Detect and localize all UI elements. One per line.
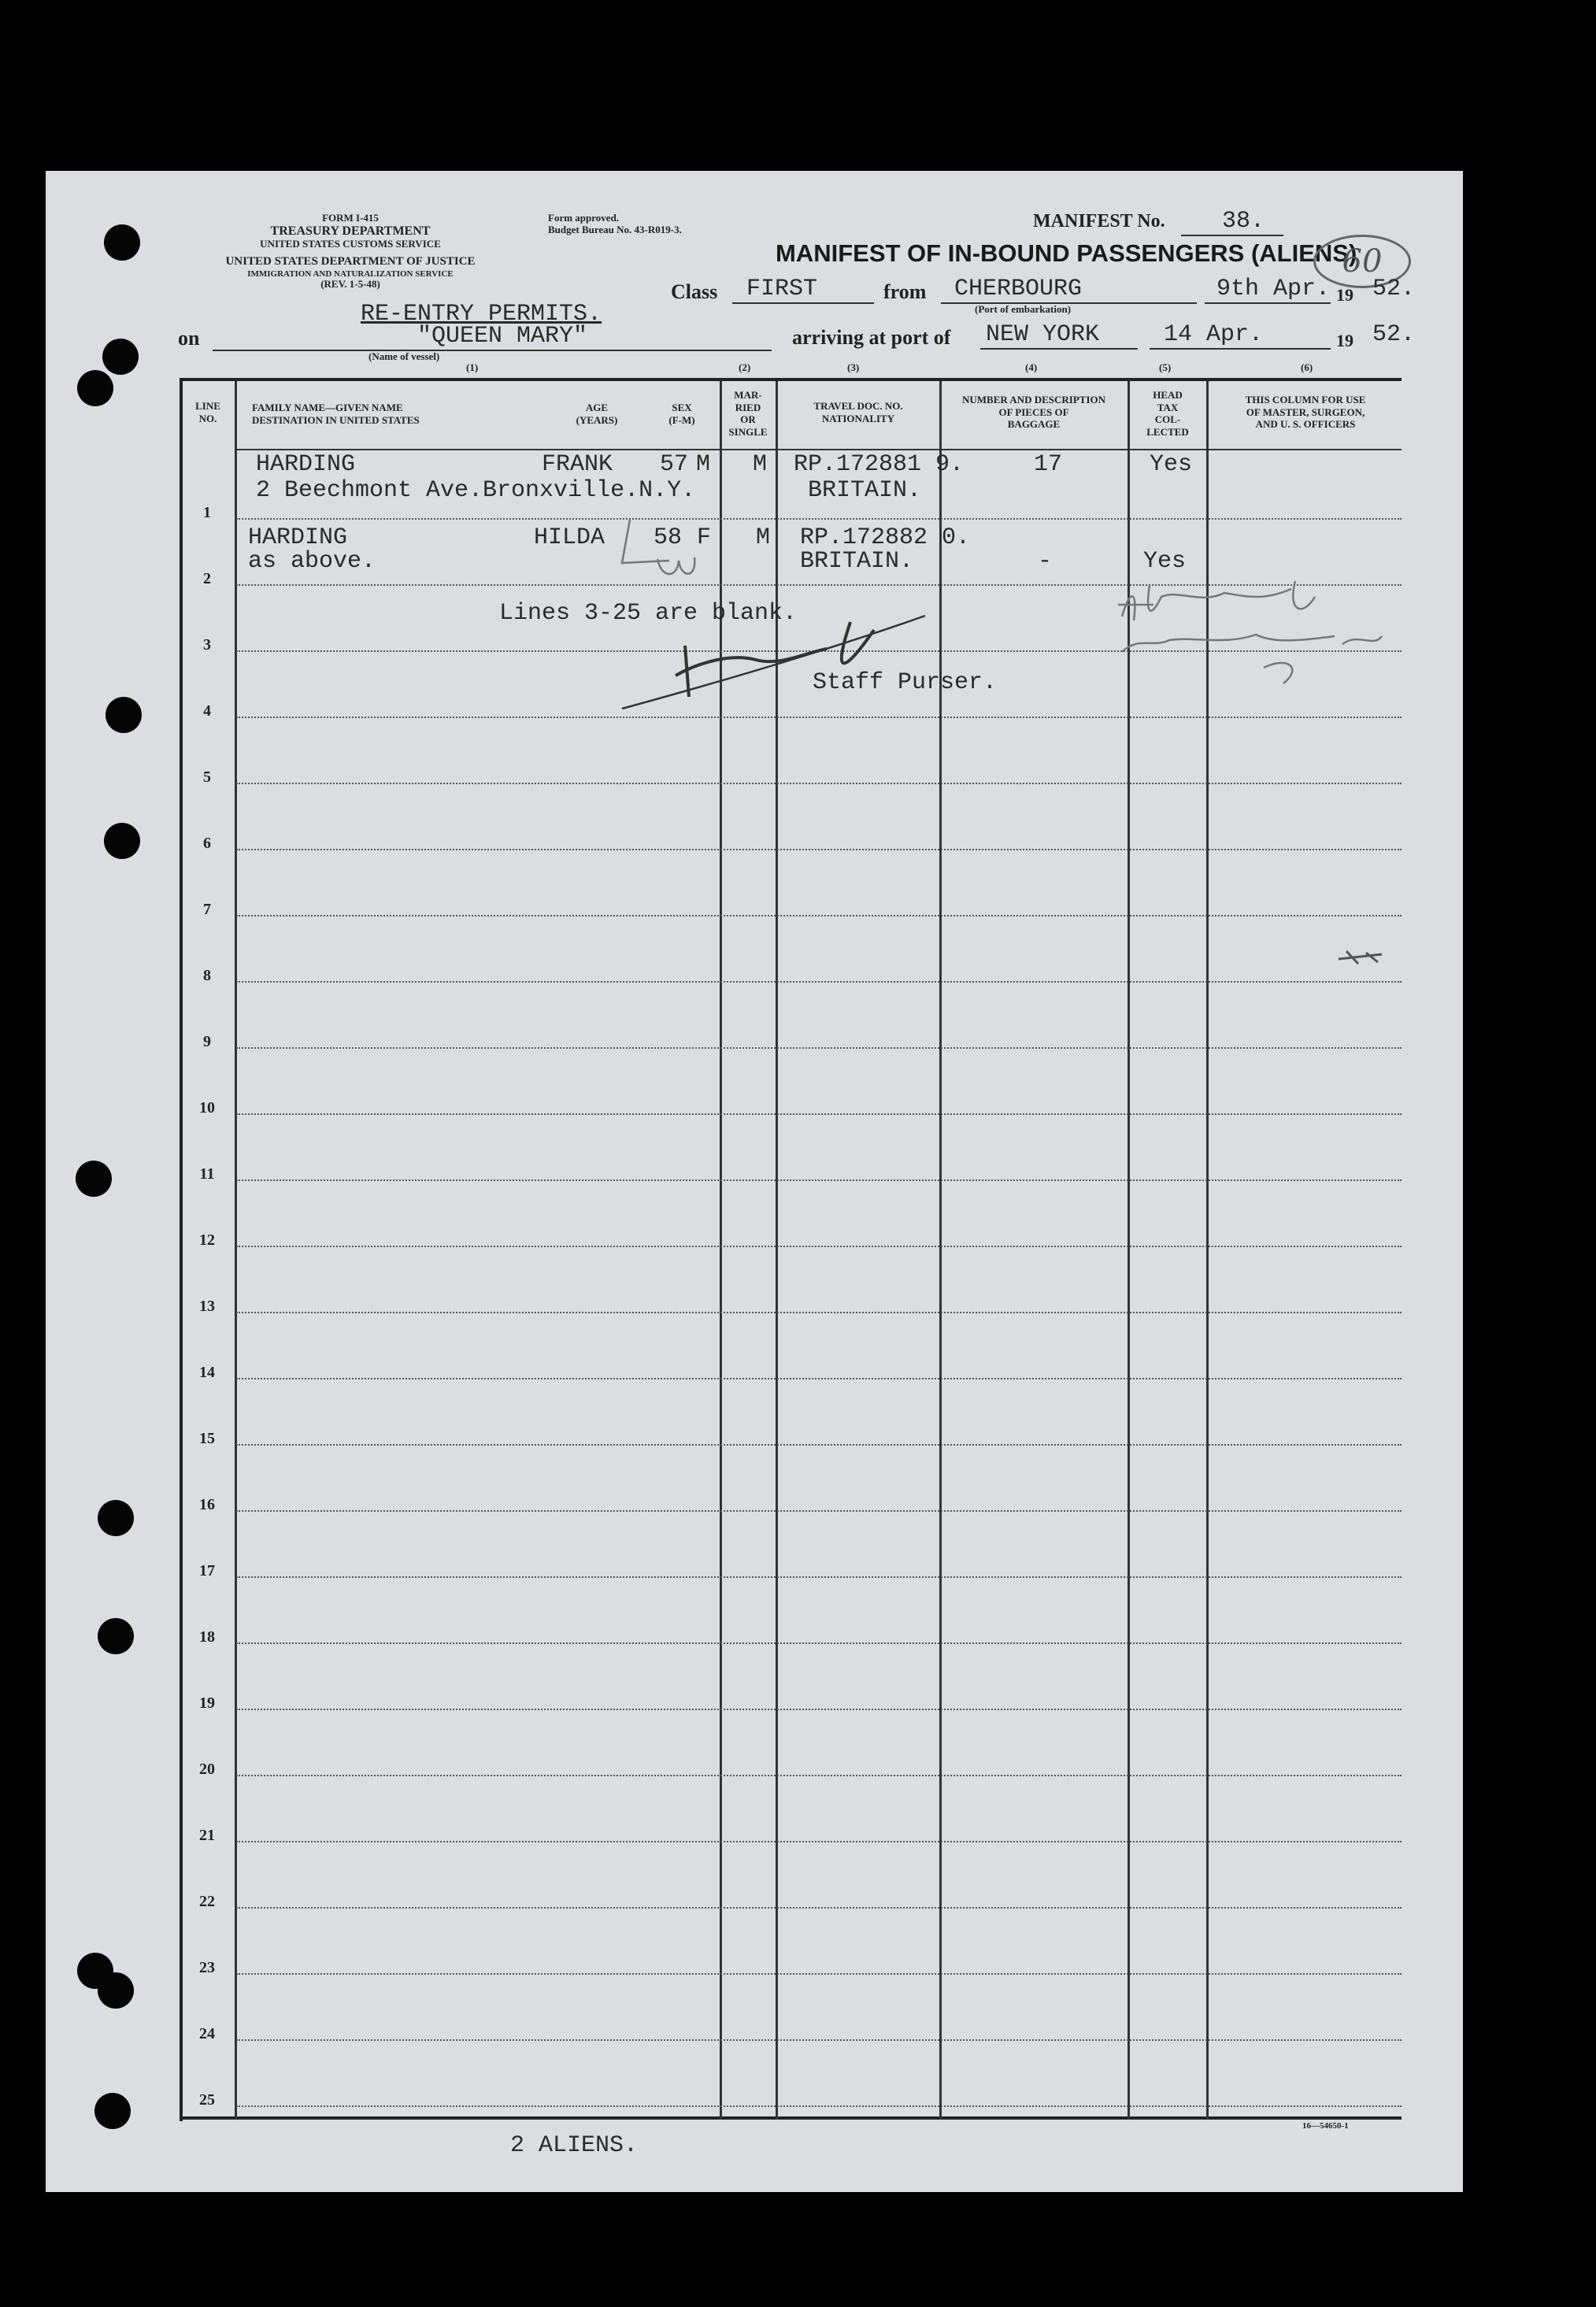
arrival-date-underline — [1150, 348, 1331, 350]
passenger-baggage: - — [1038, 548, 1053, 575]
passenger-married: M — [756, 524, 771, 551]
line-number: 8 — [203, 967, 211, 984]
passenger-nationality: BRITAIN. — [800, 548, 914, 575]
embarkation-caption: (Port of embarkation) — [975, 303, 1072, 315]
form-number: FORM I-415 — [322, 212, 379, 224]
passenger-married: M — [753, 451, 768, 478]
customs-service: UNITED STATES CUSTOMS SERVICE — [260, 238, 441, 250]
punch-hole — [104, 224, 140, 261]
header-travel-doc: TRAVEL DOC. NO. NATIONALITY — [813, 400, 903, 424]
hilda-age-check-mark — [606, 504, 717, 583]
class-underline — [732, 302, 874, 304]
departure-year-prefix: 19 — [1336, 285, 1353, 305]
row-line — [236, 1841, 1402, 1842]
punch-hole — [102, 339, 139, 375]
form-approval — [548, 213, 682, 236]
class-label: Class — [671, 280, 718, 303]
on-label: on — [178, 327, 200, 350]
row-line — [236, 1444, 1402, 1446]
passenger-destination: 2 Beechmont Ave.Bronxville.N.Y. — [256, 477, 696, 504]
form-agency-block — [173, 213, 528, 291]
manifest-number-underline — [1181, 235, 1283, 236]
passenger-destination: as above. — [248, 548, 376, 575]
line-number: 17 — [199, 1562, 215, 1579]
line-number: 11 — [199, 1165, 215, 1183]
line-number: 25 — [199, 2091, 215, 2109]
col-num-4: (4) — [1025, 361, 1038, 373]
punch-hole — [98, 1972, 134, 2009]
passenger-head-tax: Yes — [1143, 548, 1187, 575]
row-line — [236, 783, 1402, 784]
header-rule — [236, 449, 1402, 450]
row-line — [236, 1642, 1402, 1644]
blank-lines-note: Lines 3-25 are blank. — [499, 600, 798, 627]
passenger-family-name: HARDING — [256, 451, 356, 478]
staff-purser-title: Staff Purser. — [813, 669, 998, 696]
col-num-6: (6) — [1301, 361, 1313, 373]
header-name: FAMILY NAME—GIVEN NAME DESTINATION IN UNITED STATES — [252, 402, 420, 426]
row-line — [236, 1113, 1402, 1115]
purser-signature — [614, 598, 945, 717]
col-num-5: (5) — [1159, 361, 1172, 373]
arrival-port-underline — [980, 348, 1138, 350]
re-entry-permits: RE-ENTRY PERMITS. — [361, 301, 602, 328]
line-number: 19 — [199, 1694, 215, 1712]
passenger-given-name: HILDA — [534, 524, 605, 551]
circled-sheet-number: 60 — [1313, 235, 1411, 288]
budget-bureau: Budget Bureau No. 43-R019-3. — [548, 223, 682, 235]
vessel-name: "QUEEN MARY" — [417, 323, 588, 350]
header-officers: THIS COLUMN FOR USE OF MASTER, SURGEON, AND U. S. OFFICERS — [1245, 394, 1366, 431]
header-head-tax: HEAD TAX COL- LECTED — [1146, 389, 1189, 438]
manifest-title: MANIFEST OF IN-BOUND PASSENGERS (ALIENS) — [776, 239, 1357, 267]
header-age: AGE (YEARS) — [576, 402, 618, 426]
line-number: 1 — [203, 504, 211, 521]
line-number: 13 — [199, 1298, 215, 1315]
line-number: 24 — [199, 2025, 215, 2042]
from-label: from — [883, 280, 927, 303]
row-line — [236, 1709, 1402, 1710]
passenger-given-name: FRANK — [542, 451, 613, 478]
arriving-label: arriving at port of — [792, 326, 951, 349]
line-number: 14 — [199, 1364, 215, 1381]
line-number: 23 — [199, 1959, 215, 1976]
col-num-2: (2) — [739, 361, 751, 373]
row-line — [236, 2105, 1402, 2107]
embarkation-port: CHERBOURG — [954, 276, 1083, 302]
departure-year: 52. — [1372, 276, 1416, 302]
row-line — [236, 717, 1402, 718]
officer-initials-annotation — [1106, 573, 1398, 691]
passenger-travel-doc: RP.172881 9. — [794, 451, 965, 478]
row-line — [236, 1378, 1402, 1379]
punch-hole — [94, 2093, 131, 2129]
line-number: 15 — [199, 1430, 215, 1447]
line-number: 4 — [203, 702, 211, 720]
line-number: 6 — [203, 835, 211, 852]
passenger-family-name: HARDING — [248, 524, 348, 551]
row-line — [236, 849, 1402, 850]
treasury-department: TREASURY DEPARTMENT — [270, 224, 431, 238]
departure-date-underline — [1205, 302, 1331, 304]
class-value: FIRST — [746, 276, 818, 302]
passenger-age: 58 — [654, 524, 683, 551]
row-line — [236, 1246, 1402, 1247]
row-line — [236, 1047, 1402, 1049]
arrival-year-prefix: 19 — [1336, 331, 1353, 350]
punch-hole — [104, 823, 140, 859]
arrival-date: 14 Apr. — [1164, 321, 1264, 348]
table-bottom-border — [180, 2116, 1402, 2120]
line-number: 2 — [203, 570, 211, 587]
alien-total: 2 ALIENS. — [510, 2132, 639, 2159]
row-line — [236, 981, 1402, 983]
table-top-border — [180, 378, 1402, 381]
row-line — [236, 1179, 1402, 1181]
passenger-sex: M — [696, 451, 711, 478]
ins-service: IMMIGRATION AND NATURALIZATION SERVICE — [247, 268, 454, 279]
line-number: 9 — [203, 1033, 211, 1050]
passenger-nationality: BRITAIN. — [808, 477, 922, 504]
col-num-1: (1) — [466, 361, 479, 373]
punch-hole — [76, 1161, 112, 1197]
manifest-number-label: MANIFEST No. — [1033, 211, 1165, 231]
line-number: 22 — [199, 1893, 215, 1910]
form-approved: Form approved. — [548, 212, 620, 224]
punch-hole — [77, 370, 113, 406]
header-baggage: NUMBER AND DESCRIPTION OF PIECES OF BAGGAGE — [961, 394, 1106, 431]
line-number: 18 — [199, 1628, 215, 1646]
col-num-3: (3) — [847, 361, 860, 373]
department-of-justice: UNITED STATES DEPARTMENT OF JUSTICE — [225, 255, 476, 268]
row-line — [236, 1576, 1402, 1578]
manifest-number: 38. — [1222, 208, 1265, 235]
line-number: 21 — [199, 1827, 215, 1844]
passenger-travel-doc: RP.172882 0. — [800, 524, 971, 551]
line-number: 20 — [199, 1761, 215, 1778]
line-number: 12 — [199, 1231, 215, 1249]
row-line — [236, 1973, 1402, 1975]
punch-hole — [106, 697, 142, 733]
line-number: 10 — [199, 1099, 215, 1116]
print-code: 16—54650-1 — [1302, 2121, 1349, 2131]
arrival-port: NEW YORK — [986, 321, 1100, 348]
header-line-no: LINE NO. — [195, 400, 220, 424]
passenger-age: 57 — [660, 451, 689, 478]
row-line — [236, 518, 1402, 520]
row-line — [236, 1775, 1402, 1776]
row-line — [236, 2039, 1402, 2041]
passenger-baggage: 17 — [1034, 451, 1063, 478]
punch-hole — [98, 1500, 134, 1536]
form-revision: (REV. 1-5-48) — [320, 278, 380, 291]
line-number: 7 — [203, 901, 211, 918]
row-line — [236, 1510, 1402, 1512]
header-married: MAR- RIED OR SINGLE — [728, 389, 768, 438]
departure-date: 9th Apr. — [1216, 276, 1331, 302]
passenger-sex: F — [697, 524, 712, 551]
row-line — [236, 1907, 1402, 1909]
vessel-underline — [213, 350, 772, 351]
pencil-mark — [1335, 945, 1390, 968]
line-number: 3 — [203, 636, 211, 654]
vessel-caption: (Name of vessel) — [368, 350, 440, 362]
line-number: 5 — [203, 768, 211, 786]
arrival-year: 52. — [1372, 321, 1416, 348]
row-line — [236, 915, 1402, 917]
row-line — [236, 1312, 1402, 1313]
header-sex: SEX (F-M) — [668, 402, 695, 426]
col-divider-line — [235, 381, 237, 2120]
passenger-head-tax: Yes — [1150, 451, 1193, 478]
line-number: 16 — [199, 1496, 215, 1513]
table-left-border — [180, 380, 183, 2121]
punch-hole — [98, 1618, 134, 1654]
